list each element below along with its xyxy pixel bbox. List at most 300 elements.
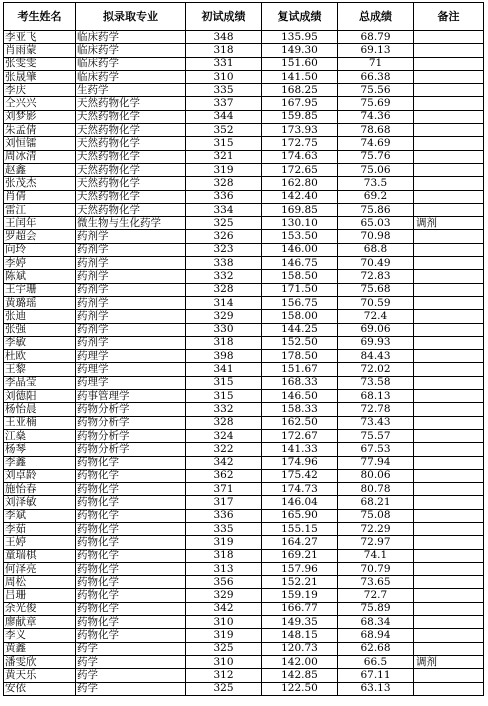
retest-score-cell: 162.50: [262, 416, 338, 429]
retest-score-cell: 173.93: [262, 124, 338, 137]
name-cell: 王婷: [4, 536, 76, 549]
note-cell: 调剂: [414, 655, 484, 668]
name-cell: 杨琴: [4, 443, 76, 456]
note-cell: [414, 230, 484, 243]
initial-score-cell: 331: [186, 57, 262, 70]
retest-score-cell: 158.50: [262, 270, 338, 283]
major-cell: 药物化学: [76, 576, 186, 589]
retest-score-cell: 174.96: [262, 456, 338, 469]
header-initial-score: 初试成绩: [186, 3, 262, 31]
total-score-cell: 68.21: [338, 496, 414, 509]
initial-score-cell: 323: [186, 243, 262, 256]
total-score-cell: 72.02: [338, 363, 414, 376]
retest-score-cell: 171.50: [262, 283, 338, 296]
initial-score-cell: 338: [186, 257, 262, 270]
total-score-cell: 68.94: [338, 629, 414, 642]
retest-score-cell: 157.96: [262, 562, 338, 575]
note-cell: [414, 44, 484, 57]
retest-score-cell: 172.65: [262, 163, 338, 176]
total-score-cell: 70.59: [338, 296, 414, 309]
name-cell: 施怡春: [4, 483, 76, 496]
note-cell: [414, 682, 484, 695]
note-cell: [414, 124, 484, 137]
initial-score-cell: 344: [186, 110, 262, 123]
initial-score-cell: 328: [186, 416, 262, 429]
header-note: 备注: [414, 3, 484, 31]
name-cell: 张茂杰: [4, 177, 76, 190]
table-row: [4, 429, 484, 442]
total-score-cell: 75.86: [338, 203, 414, 216]
table-row: [4, 576, 484, 589]
major-cell: 药物分析学: [76, 403, 186, 416]
initial-score-cell: 325: [186, 217, 262, 230]
table-row: [4, 416, 484, 429]
initial-score-cell: 329: [186, 589, 262, 602]
name-cell: 张迪: [4, 310, 76, 323]
major-cell: 药学: [76, 642, 186, 655]
table-row: [4, 270, 484, 283]
initial-score-cell: 310: [186, 616, 262, 629]
retest-score-cell: 151.60: [262, 57, 338, 70]
table-row: [4, 257, 484, 270]
retest-score-cell: 146.04: [262, 496, 338, 509]
initial-score-cell: 348: [186, 31, 262, 44]
note-cell: [414, 483, 484, 496]
total-score-cell: 73.58: [338, 376, 414, 389]
table-row: [4, 31, 484, 44]
total-score-cell: 68.34: [338, 616, 414, 629]
major-cell: 药事管理学: [76, 390, 186, 403]
header-row: [4, 3, 484, 31]
major-cell: 药物化学: [76, 522, 186, 535]
retest-score-cell: 158.00: [262, 310, 338, 323]
name-cell: 向玲: [4, 243, 76, 256]
note-cell: [414, 456, 484, 469]
table-row: [4, 376, 484, 389]
major-cell: 药学: [76, 655, 186, 668]
initial-score-cell: 324: [186, 429, 262, 442]
major-cell: 天然药物化学: [76, 97, 186, 110]
initial-score-cell: 315: [186, 137, 262, 150]
initial-score-cell: 310: [186, 655, 262, 668]
note-cell: [414, 257, 484, 270]
name-cell: 刘恒镭: [4, 137, 76, 150]
note-cell: [414, 496, 484, 509]
retest-score-cell: 175.42: [262, 469, 338, 482]
table-row: [4, 443, 484, 456]
note-cell: [414, 310, 484, 323]
major-cell: 药剂学: [76, 270, 186, 283]
name-cell: 杜欧: [4, 350, 76, 363]
note-cell: [414, 509, 484, 522]
major-cell: 药物化学: [76, 496, 186, 509]
major-cell: 天然药物化学: [76, 137, 186, 150]
name-cell: 何泽亮: [4, 562, 76, 575]
note-cell: [414, 576, 484, 589]
total-score-cell: 69.2: [338, 190, 414, 203]
retest-score-cell: 153.50: [262, 230, 338, 243]
retest-score-cell: 149.35: [262, 616, 338, 629]
admission-table: [3, 2, 484, 696]
note-cell: [414, 283, 484, 296]
initial-score-cell: 318: [186, 549, 262, 562]
table-row: [4, 509, 484, 522]
table-row: [4, 403, 484, 416]
name-cell: 刘卓龄: [4, 469, 76, 482]
major-cell: 天然药物化学: [76, 150, 186, 163]
name-cell: 王黎: [4, 363, 76, 376]
retest-score-cell: 164.27: [262, 536, 338, 549]
total-score-cell: 72.4: [338, 310, 414, 323]
table-row: [4, 496, 484, 509]
name-cell: 仝兴兴: [4, 97, 76, 110]
total-score-cell: 75.76: [338, 150, 414, 163]
major-cell: 药物化学: [76, 589, 186, 602]
initial-score-cell: 325: [186, 682, 262, 695]
name-cell: 安依: [4, 682, 76, 695]
retest-score-cell: 144.25: [262, 323, 338, 336]
major-cell: 天然药物化学: [76, 203, 186, 216]
retest-score-cell: 146.75: [262, 257, 338, 270]
table-row: [4, 363, 484, 376]
table-row: [4, 70, 484, 83]
note-cell: [414, 97, 484, 110]
table-row: [4, 642, 484, 655]
name-cell: 张雯雯: [4, 57, 76, 70]
major-cell: 天然药物化学: [76, 124, 186, 137]
name-cell: 王宇珊: [4, 283, 76, 296]
table-row: [4, 390, 484, 403]
initial-score-cell: 335: [186, 522, 262, 535]
total-score-cell: 75.57: [338, 429, 414, 442]
major-cell: 药物分析学: [76, 443, 186, 456]
initial-score-cell: 371: [186, 483, 262, 496]
retest-score-cell: 146.00: [262, 243, 338, 256]
retest-score-cell: 148.15: [262, 629, 338, 642]
total-score-cell: 78.68: [338, 124, 414, 137]
major-cell: 药物分析学: [76, 429, 186, 442]
table-row: [4, 177, 484, 190]
name-cell: 周松: [4, 576, 76, 589]
note-cell: [414, 549, 484, 562]
total-score-cell: 69.93: [338, 336, 414, 349]
retest-score-cell: 165.90: [262, 509, 338, 522]
initial-score-cell: 356: [186, 576, 262, 589]
name-cell: 赵鑫: [4, 163, 76, 176]
total-score-cell: 74.69: [338, 137, 414, 150]
table-header: [4, 3, 484, 31]
header-total-score: 总成绩: [338, 3, 414, 31]
initial-score-cell: 332: [186, 403, 262, 416]
note-cell: [414, 416, 484, 429]
name-cell: 黄天乐: [4, 669, 76, 682]
major-cell: 药剂学: [76, 283, 186, 296]
major-cell: 药物化学: [76, 602, 186, 615]
name-cell: 张晟肇: [4, 70, 76, 83]
name-cell: 李敏: [4, 336, 76, 349]
retest-score-cell: 155.15: [262, 522, 338, 535]
note-cell: [414, 31, 484, 44]
name-cell: 王亚楠: [4, 416, 76, 429]
initial-score-cell: 330: [186, 323, 262, 336]
note-cell: [414, 363, 484, 376]
table-row: [4, 323, 484, 336]
table-row: [4, 655, 484, 668]
note-cell: [414, 350, 484, 363]
name-cell: 李茹: [4, 522, 76, 535]
table-row: [4, 456, 484, 469]
initial-score-cell: 329: [186, 310, 262, 323]
initial-score-cell: 322: [186, 443, 262, 456]
total-score-cell: 77.94: [338, 456, 414, 469]
total-score-cell: 75.68: [338, 283, 414, 296]
major-cell: 临床药学: [76, 44, 186, 57]
initial-score-cell: 337: [186, 97, 262, 110]
table-row: [4, 469, 484, 482]
name-cell: 黄鑫: [4, 642, 76, 655]
name-cell: 李晶莹: [4, 376, 76, 389]
name-cell: 潘雯欣: [4, 655, 76, 668]
note-cell: [414, 390, 484, 403]
table-row: [4, 589, 484, 602]
total-score-cell: 66.5: [338, 655, 414, 668]
major-cell: 临床药学: [76, 57, 186, 70]
retest-score-cell: 169.85: [262, 203, 338, 216]
name-cell: 江燊: [4, 429, 76, 442]
note-cell: [414, 403, 484, 416]
retest-score-cell: 135.95: [262, 31, 338, 44]
name-cell: 刘德阳: [4, 390, 76, 403]
initial-score-cell: 310: [186, 70, 262, 83]
note-cell: [414, 110, 484, 123]
name-cell: 杨怡晨: [4, 403, 76, 416]
note-cell: [414, 616, 484, 629]
major-cell: 药理学: [76, 350, 186, 363]
major-cell: 药物分析学: [76, 416, 186, 429]
total-score-cell: 65.03: [338, 217, 414, 230]
table-row: [4, 203, 484, 216]
table-row: [4, 137, 484, 150]
initial-score-cell: 335: [186, 84, 262, 97]
note-cell: [414, 57, 484, 70]
total-score-cell: 68.13: [338, 390, 414, 403]
total-score-cell: 72.7: [338, 589, 414, 602]
table-row: [4, 217, 484, 230]
initial-score-cell: 317: [186, 496, 262, 509]
note-cell: [414, 562, 484, 575]
initial-score-cell: 319: [186, 629, 262, 642]
note-cell: [414, 629, 484, 642]
table-row: [4, 336, 484, 349]
retest-score-cell: 142.40: [262, 190, 338, 203]
total-score-cell: 75.89: [338, 602, 414, 615]
total-score-cell: 72.97: [338, 536, 414, 549]
retest-score-cell: 156.75: [262, 296, 338, 309]
name-cell: 刘梦影: [4, 110, 76, 123]
table-row: [4, 616, 484, 629]
initial-score-cell: 315: [186, 390, 262, 403]
major-cell: 药学: [76, 682, 186, 695]
total-score-cell: 66.38: [338, 70, 414, 83]
retest-score-cell: 169.21: [262, 549, 338, 562]
initial-score-cell: 352: [186, 124, 262, 137]
table-row: [4, 296, 484, 309]
major-cell: 药物化学: [76, 629, 186, 642]
major-cell: 药物化学: [76, 536, 186, 549]
total-score-cell: 72.83: [338, 270, 414, 283]
table-row: [4, 522, 484, 535]
major-cell: 药物化学: [76, 509, 186, 522]
header-name: 考生姓名: [4, 3, 76, 31]
name-cell: 李义: [4, 629, 76, 642]
note-cell: [414, 642, 484, 655]
major-cell: 药物化学: [76, 549, 186, 562]
table-row: [4, 163, 484, 176]
retest-score-cell: 141.33: [262, 443, 338, 456]
name-cell: 张强: [4, 323, 76, 336]
note-cell: [414, 429, 484, 442]
note-cell: [414, 150, 484, 163]
total-score-cell: 62.68: [338, 642, 414, 655]
total-score-cell: 71: [338, 57, 414, 70]
name-cell: 刘泽敏: [4, 496, 76, 509]
table-row: [4, 150, 484, 163]
major-cell: 药物化学: [76, 616, 186, 629]
initial-score-cell: 342: [186, 456, 262, 469]
note-cell: [414, 522, 484, 535]
major-cell: 生药学: [76, 84, 186, 97]
header-major: 拟录取专业: [76, 3, 186, 31]
initial-score-cell: 362: [186, 469, 262, 482]
major-cell: 药剂学: [76, 257, 186, 270]
note-cell: [414, 469, 484, 482]
initial-score-cell: 312: [186, 669, 262, 682]
total-score-cell: 75.56: [338, 84, 414, 97]
table-row: [4, 669, 484, 682]
table-row: [4, 283, 484, 296]
major-cell: 药理学: [76, 363, 186, 376]
major-cell: 药剂学: [76, 230, 186, 243]
retest-score-cell: 158.33: [262, 403, 338, 416]
name-cell: 李亚飞: [4, 31, 76, 44]
table-row: [4, 483, 484, 496]
retest-score-cell: 172.67: [262, 429, 338, 442]
name-cell: 李斌: [4, 509, 76, 522]
major-cell: 药物化学: [76, 483, 186, 496]
retest-score-cell: 149.30: [262, 44, 338, 57]
note-cell: [414, 137, 484, 150]
note-cell: [414, 589, 484, 602]
initial-score-cell: 336: [186, 509, 262, 522]
note-cell: [414, 190, 484, 203]
initial-score-cell: 321: [186, 150, 262, 163]
major-cell: 药学: [76, 669, 186, 682]
retest-score-cell: 174.63: [262, 150, 338, 163]
retest-score-cell: 172.75: [262, 137, 338, 150]
retest-score-cell: 120.73: [262, 642, 338, 655]
total-score-cell: 80.06: [338, 469, 414, 482]
name-cell: 王闰年: [4, 217, 76, 230]
name-cell: 余光俊: [4, 602, 76, 615]
total-score-cell: 84.43: [338, 350, 414, 363]
initial-score-cell: 326: [186, 230, 262, 243]
table-row: [4, 602, 484, 615]
total-score-cell: 67.11: [338, 669, 414, 682]
retest-score-cell: 152.21: [262, 576, 338, 589]
major-cell: 天然药物化学: [76, 190, 186, 203]
major-cell: 天然药物化学: [76, 177, 186, 190]
total-score-cell: 69.13: [338, 44, 414, 57]
name-cell: 肖雨蒙: [4, 44, 76, 57]
total-score-cell: 72.29: [338, 522, 414, 535]
major-cell: 药剂学: [76, 323, 186, 336]
total-score-cell: 75.08: [338, 509, 414, 522]
initial-score-cell: 319: [186, 536, 262, 549]
major-cell: 药剂学: [76, 296, 186, 309]
table-row: [4, 84, 484, 97]
major-cell: 药理学: [76, 376, 186, 389]
retest-score-cell: 151.67: [262, 363, 338, 376]
note-cell: [414, 376, 484, 389]
initial-score-cell: 334: [186, 203, 262, 216]
total-score-cell: 63.13: [338, 682, 414, 695]
initial-score-cell: 314: [186, 296, 262, 309]
total-score-cell: 68.79: [338, 31, 414, 44]
total-score-cell: 74.36: [338, 110, 414, 123]
total-score-cell: 70.49: [338, 257, 414, 270]
table-row: [4, 110, 484, 123]
initial-score-cell: 328: [186, 283, 262, 296]
note-cell: [414, 163, 484, 176]
retest-score-cell: 130.10: [262, 217, 338, 230]
initial-score-cell: 325: [186, 642, 262, 655]
total-score-cell: 70.98: [338, 230, 414, 243]
initial-score-cell: 315: [186, 376, 262, 389]
name-cell: 廖献章: [4, 616, 76, 629]
total-score-cell: 68.8: [338, 243, 414, 256]
table-row: [4, 230, 484, 243]
major-cell: 药剂学: [76, 336, 186, 349]
retest-score-cell: 178.50: [262, 350, 338, 363]
table-row: [4, 97, 484, 110]
name-cell: 朱孟倩: [4, 124, 76, 137]
retest-score-cell: 141.50: [262, 70, 338, 83]
major-cell: 天然药物化学: [76, 163, 186, 176]
total-score-cell: 75.06: [338, 163, 414, 176]
table-row: [4, 190, 484, 203]
initial-score-cell: 313: [186, 562, 262, 575]
table-row: [4, 243, 484, 256]
table-row: [4, 536, 484, 549]
name-cell: 童瑞棋: [4, 549, 76, 562]
note-cell: [414, 177, 484, 190]
retest-score-cell: 166.77: [262, 602, 338, 615]
total-score-cell: 73.43: [338, 416, 414, 429]
name-cell: 黄璐瑶: [4, 296, 76, 309]
retest-score-cell: 162.80: [262, 177, 338, 190]
initial-score-cell: 398: [186, 350, 262, 363]
major-cell: 微生物与生化药学: [76, 217, 186, 230]
name-cell: 李鑫: [4, 456, 76, 469]
initial-score-cell: 332: [186, 270, 262, 283]
total-score-cell: 80.78: [338, 483, 414, 496]
retest-score-cell: 174.73: [262, 483, 338, 496]
major-cell: 药剂学: [76, 310, 186, 323]
note-cell: [414, 602, 484, 615]
initial-score-cell: 336: [186, 190, 262, 203]
table-row: [4, 549, 484, 562]
major-cell: 天然药物化学: [76, 110, 186, 123]
